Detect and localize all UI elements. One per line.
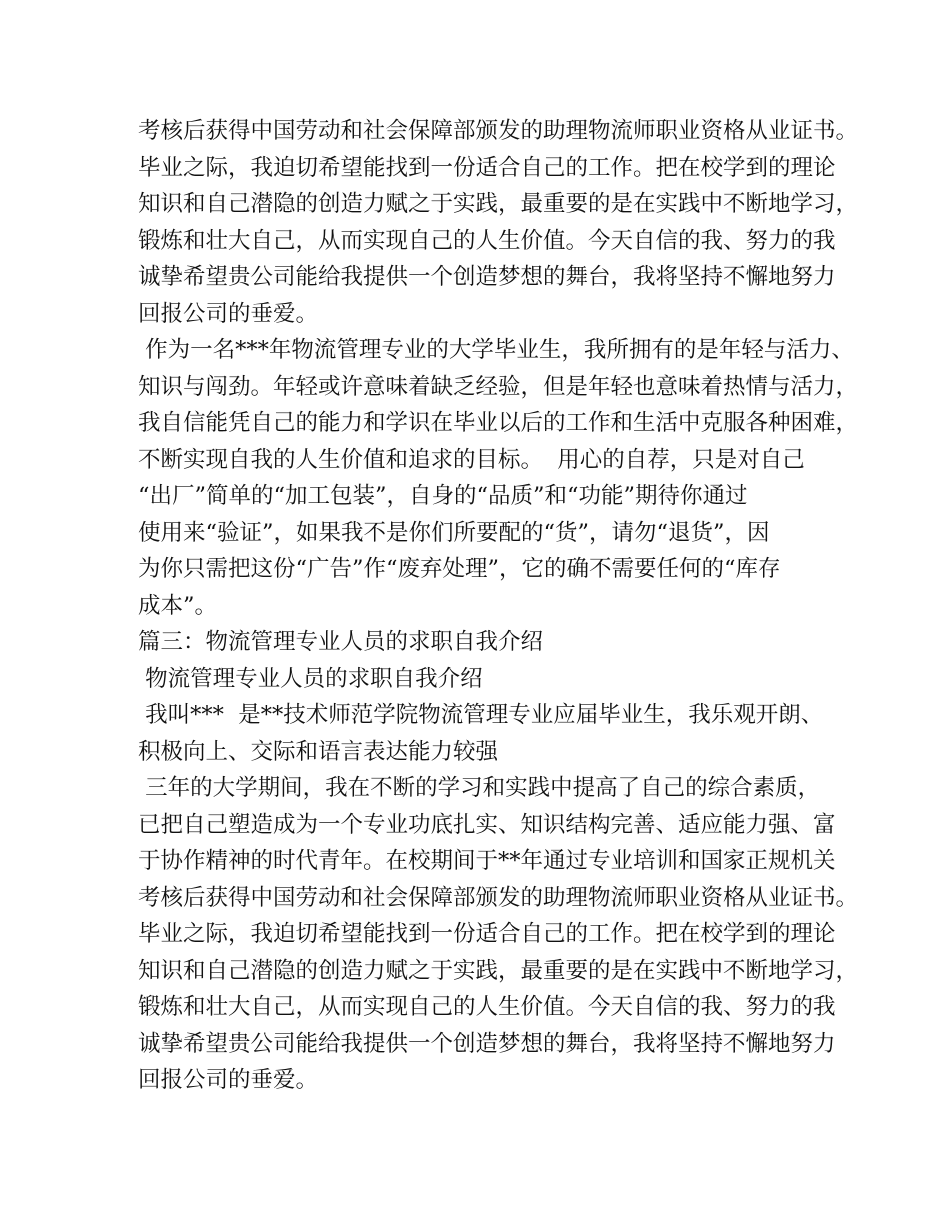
text-line: 积极向上、交际和语言表达能力较强 bbox=[138, 738, 499, 765]
text-line: 锻炼和壮大自己，从而实现自己的人生价值。今天自信的我、努力的我 bbox=[138, 994, 836, 1020]
section-heading: 篇三：物流管理专业人员的求职自我介绍 bbox=[138, 629, 544, 655]
text-line: 使用来“验证”，如果我不是你们所要配的“货”，请勿“退货”，因 bbox=[138, 519, 770, 546]
text-line: “出厂”简单的“加工包装”，自身的“品质”和“功能”期待你通过 bbox=[138, 483, 748, 509]
text-line: 考核后获得中国劳动和社会保障部颁发的助理物流师职业资格从业证书。 bbox=[138, 118, 859, 144]
text-line: 作为一名***年物流管理专业的大学毕业生，我所拥有的是年轻与活力、 bbox=[138, 337, 854, 363]
text-line: 锻炼和壮大自己，从而实现自己的人生价值。今天自信的我、努力的我 bbox=[138, 227, 836, 254]
text-line: 我叫*** 是**技术师范学院物流管理专业应届毕业生，我乐观开朗、 bbox=[138, 702, 824, 728]
text-line: 知识和自己潜隐的创造力赋之于实践，最重要的是在实践中不断地学习， bbox=[138, 191, 859, 217]
section-title: 物流管理专业人员的求职自我介绍 bbox=[138, 665, 483, 692]
text-line: 诚挚希望贵公司能给我提供一个创造梦想的舞台，我将坚持不懈地努力 bbox=[138, 264, 836, 290]
text-line: 于协作精神的时代青年。在校期间于**年通过专业培训和国家正规机关 bbox=[138, 848, 836, 874]
text-line: 成本”。 bbox=[138, 592, 218, 619]
text-line: 回报公司的垂爱。 bbox=[138, 300, 319, 327]
text-line: 知识与闯劲。年轻或许意味着缺乏经验，但是年轻也意味着热情与活力， bbox=[138, 373, 859, 400]
text-line: 三年的大学期间，我在不断的学习和实践中提高了自己的综合素质， bbox=[138, 775, 821, 801]
text-line: 已把自己塑造成为一个专业功底扎实、知识结构完善、适应能力强、富 bbox=[138, 811, 836, 838]
text-line: 我自信能凭自己的能力和学识在毕业以后的工作和生活中克服各种困难， bbox=[138, 410, 859, 436]
text-line: 诚挚希望贵公司能给我提供一个创造梦想的舞台，我将坚持不懈地努力 bbox=[138, 1030, 836, 1057]
text-line: 不断实现自我的人生价值和追求的目标。 用心的自荐，只是对自己 bbox=[138, 446, 805, 473]
text-line: 毕业之际，我迫切希望能找到一份适合自己的工作。把在校学到的理论 bbox=[138, 154, 836, 181]
text-line: 为你只需把这份“广告”作“废弃处理”，它的确不需要任何的“库存 bbox=[138, 556, 781, 582]
text-line: 毕业之际，我迫切希望能找到一份适合自己的工作。把在校学到的理论 bbox=[138, 921, 836, 947]
body-text bbox=[138, 113, 859, 1099]
text-line: 考核后获得中国劳动和社会保障部颁发的助理物流师职业资格从业证书。 bbox=[138, 884, 859, 911]
text-line: 回报公司的垂爱。 bbox=[138, 1067, 319, 1093]
text-line: 知识和自己潜隐的创造力赋之于实践，最重要的是在实践中不断地学习， bbox=[138, 957, 859, 984]
